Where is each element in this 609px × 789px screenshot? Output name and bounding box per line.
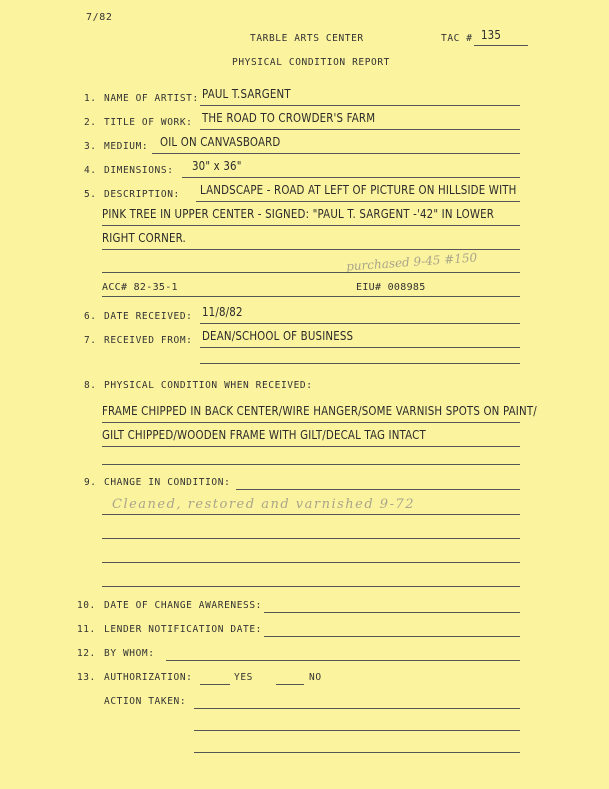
description-line-2: PINK TREE IN UPPER CENTER - SIGNED: "PAUL T. SARGENT -'42" IN LOWER: [102, 206, 495, 221]
tac-line: [474, 45, 528, 46]
item-number-5: 5.: [84, 189, 97, 200]
yes-label: YES: [234, 672, 253, 683]
description-line-1: LANDSCAPE - ROAD AT LEFT OF PICTURE ON HILLSIDE WITH: [200, 182, 517, 197]
description-rule-1: [196, 201, 520, 202]
change-rule-2: [102, 538, 520, 539]
received-from-line-2: [200, 363, 520, 364]
acc-rule: [102, 296, 520, 297]
received-from-line-1: [200, 347, 520, 348]
action-rule-3: [194, 752, 520, 753]
change-awareness-label: DATE OF CHANGE AWARENESS:: [104, 600, 262, 611]
description-rule-4: [102, 272, 520, 273]
tac-number: 135: [481, 27, 502, 42]
change-rule-4: [102, 586, 520, 587]
action-rule-2: [194, 730, 520, 731]
description-label: DESCRIPTION:: [104, 189, 180, 200]
item-number-2: 2.: [84, 117, 97, 128]
no-label: NO: [309, 672, 322, 683]
by-whom-label: BY WHOM:: [104, 648, 155, 659]
title-label: TITLE OF WORK:: [104, 117, 193, 128]
item-number-4: 4.: [84, 165, 97, 176]
dimensions-line: [182, 177, 520, 178]
artist-line: [200, 105, 520, 106]
condition-label: PHYSICAL CONDITION WHEN RECEIVED:: [104, 380, 313, 391]
item-number-9: 9.: [84, 477, 97, 488]
item-number-1: 1.: [84, 93, 97, 104]
artist-label: NAME OF ARTIST:: [104, 93, 199, 104]
item-number-6: 6.: [84, 311, 97, 322]
dimensions-value: 30" x 36": [192, 158, 242, 173]
condition-line-2: GILT CHIPPED/WOODEN FRAME WITH GILT/DECAL TAG INTACT: [102, 427, 426, 442]
tac-label: TAC #: [441, 33, 473, 44]
description-rule-3: [102, 249, 520, 250]
action-label: ACTION TAKEN:: [104, 696, 187, 707]
medium-value: OIL ON CANVASBOARD: [160, 134, 281, 149]
change-line: [236, 489, 520, 490]
condition-rule-1: [102, 422, 520, 423]
lender-line: [264, 636, 520, 637]
condition-rule-3: [102, 464, 520, 465]
no-blank: [276, 684, 304, 685]
item-number-11: 11.: [77, 624, 96, 635]
change-note: Cleaned, restored and varnished 9-72: [112, 497, 416, 512]
change-label: CHANGE IN CONDITION:: [104, 477, 231, 488]
org-name: TARBLE ARTS CENTER: [250, 33, 364, 44]
change-rule-1: [102, 514, 520, 515]
change-awareness-line: [264, 612, 520, 613]
medium-line: [152, 153, 520, 154]
condition-line-1: FRAME CHIPPED IN BACK CENTER/WIRE HANGER/SOME VARNISH SPOTS ON PAINT/: [102, 403, 537, 418]
action-rule-1: [194, 708, 520, 709]
artist-value: PAUL T.SARGENT: [202, 86, 291, 101]
item-number-7: 7.: [84, 335, 97, 346]
item-number-12: 12.: [77, 648, 96, 659]
report-title: PHYSICAL CONDITION REPORT: [232, 57, 390, 68]
date-received-line: [200, 323, 520, 324]
item-number-8: 8.: [84, 380, 97, 391]
acc-number: ACC# 82-35-1: [102, 282, 178, 293]
lender-label: LENDER NOTIFICATION DATE:: [104, 624, 262, 635]
date-code: 7/82: [86, 12, 113, 23]
item-number-3: 3.: [84, 141, 97, 152]
item-number-13: 13.: [77, 672, 96, 683]
by-whom-line: [166, 660, 520, 661]
eiu-number: EIU# 008985: [356, 282, 426, 293]
item-number-10: 10.: [77, 600, 96, 611]
yes-blank: [200, 684, 230, 685]
condition-rule-2: [102, 446, 520, 447]
date-received-value: 11/8/82: [202, 304, 243, 319]
description-line-3: RIGHT CORNER.: [102, 230, 186, 245]
title-value: THE ROAD TO CROWDER'S FARM: [202, 110, 376, 125]
received-from-label: RECEIVED FROM:: [104, 335, 193, 346]
received-from-value: DEAN/SCHOOL OF BUSINESS: [202, 328, 354, 343]
change-rule-3: [102, 562, 520, 563]
description-rule-2: [102, 225, 520, 226]
dimensions-label: DIMENSIONS:: [104, 165, 174, 176]
medium-label: MEDIUM:: [104, 141, 149, 152]
date-received-label: DATE RECEIVED:: [104, 311, 193, 322]
purchased-note: purchased 9-45 #150: [345, 250, 478, 274]
authorization-label: AUTHORIZATION:: [104, 672, 193, 683]
title-line: [200, 129, 520, 130]
